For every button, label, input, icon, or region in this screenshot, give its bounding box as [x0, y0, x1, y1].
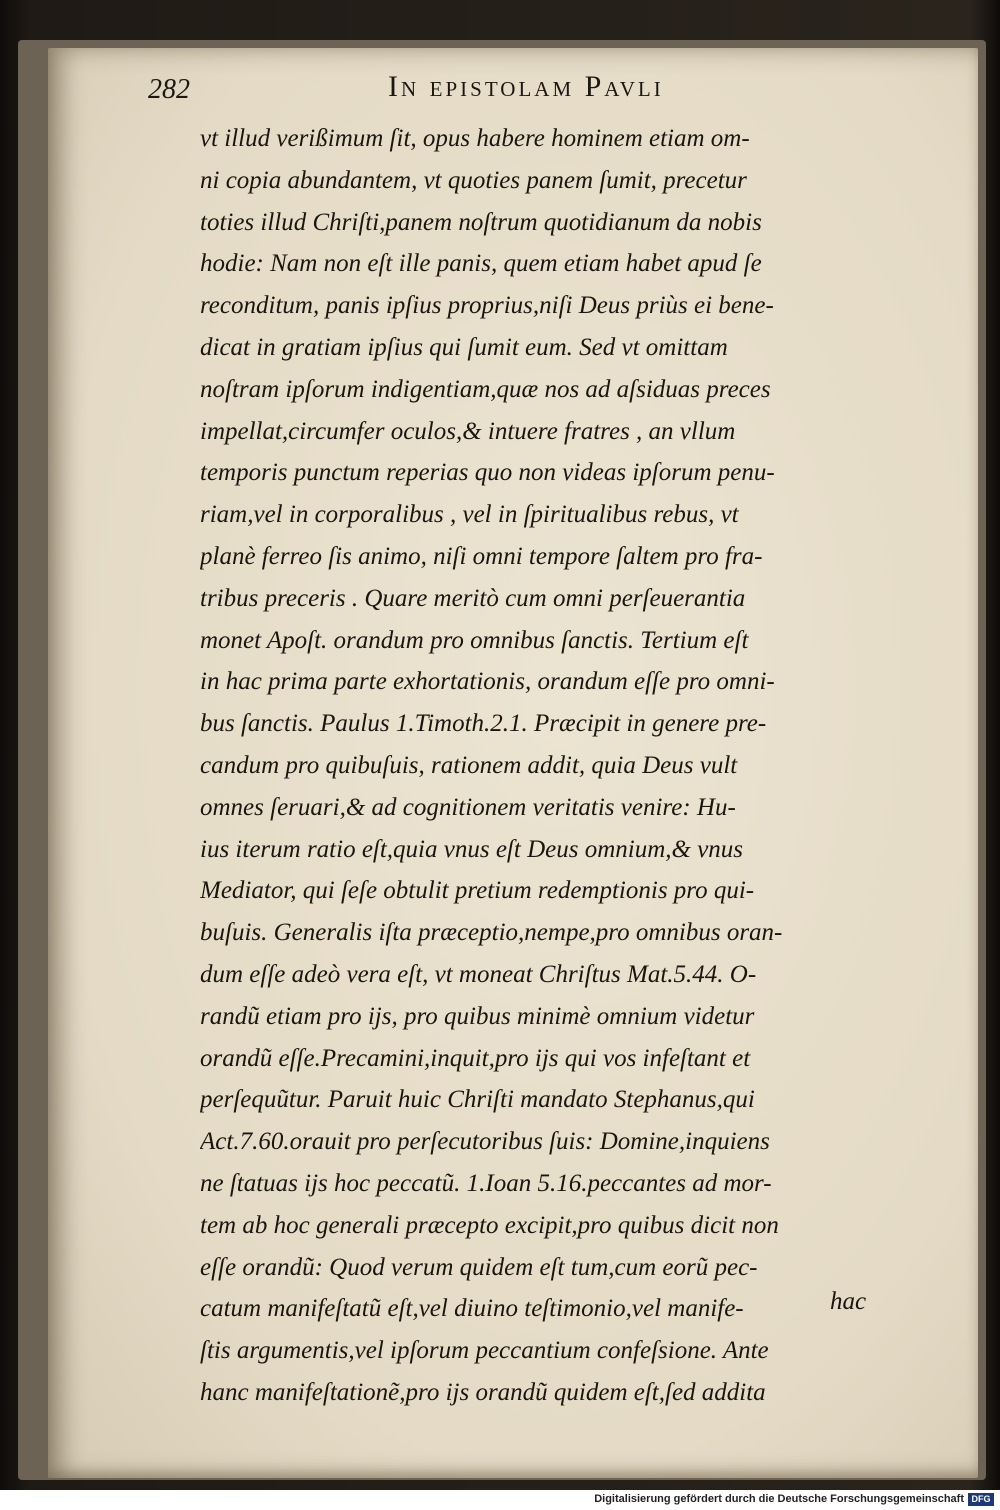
text-line: catum manifeſtatũ eſt,vel diuino teſtimonio,vel manife-	[200, 1295, 744, 1323]
text-line: noſtram ipſorum indigentiam,quæ nos ad aſsiduas preces	[200, 375, 771, 403]
text-line: ius iterum ratio eſt,quia vnus eſt Deus omnium,& vnus	[200, 835, 744, 863]
text-line: buſuis. Generalis iſta præceptio,nempe,pro omnibus oran-	[200, 919, 783, 947]
text-line: tribus preceris . Quare meritò cum omni perſeuerantia	[200, 584, 746, 612]
text-line: impellat,circumfer oculos,& intuere fratres , an vllum	[200, 417, 736, 445]
text-line: temporis punctum reperias quo non videas ipſorum penu-	[200, 459, 775, 487]
page-number: 282	[148, 74, 190, 105]
text-line: in hac prima parte exhortationis, orandum eſſe pro omni-	[200, 668, 775, 696]
text-line: orandũ eſſe.Precamini,inquit,pro ijs qui vos infeſtant et	[200, 1044, 751, 1072]
text-line: toties illud Chriſti,panem noſtrum quotidianum da nobis	[200, 208, 762, 236]
text-line: ni copia abundantem, vt quoties panem ſumit, precetur	[200, 166, 747, 194]
text-line: eſſe orandũ: Quod verum quidem eſt tum,cum eorũ pec-	[200, 1253, 758, 1281]
catchword: hac	[830, 1288, 867, 1315]
footer-credit: Digitalisierung gefördert durch die Deutsche Forschungsgemeinschaft	[594, 1493, 964, 1505]
text-line: monet Apoſt. orandum pro omnibus ſanctis. Tertium eſt	[200, 626, 749, 654]
text-line: planè ferreo ſis animo, niſi omni tempore ſaltem pro fra-	[200, 542, 763, 570]
page-header	[148, 68, 868, 112]
text-line: randũ etiam pro ijs, pro quibus minimè omnium videtur	[200, 1002, 755, 1030]
text-line: omnes ſeruari,& ad cognitionem veritatis venire: Hu-	[200, 793, 736, 821]
text-line: reconditum, panis ipſius proprius,niſi Deus priùs ei bene-	[200, 292, 774, 320]
text-line: bus ſanctis. Paulus 1.Timoth.2.1. Præcipit in genere pre-	[200, 710, 767, 738]
text-line: Act.7.60.orauit pro perſecutoribus ſuis: Domine,inquiens	[200, 1128, 770, 1156]
text-line: Mediator, qui ſeſe obtulit pretium redemptionis pro qui-	[200, 877, 755, 905]
text-line: vt illud verißimum ſit, opus habere hominem etiam om-	[200, 125, 750, 152]
running-head: In epistolam Pavli	[388, 70, 664, 103]
text-line: ſtis argumentis,vel ipſorum peccantium confeſsione. Ante	[200, 1337, 769, 1365]
text-line: riam,vel in corporalibus , vel in ſpiritualibus rebus, vt	[200, 501, 739, 529]
dfg-logo: DFG	[968, 1493, 994, 1506]
text-block	[200, 118, 890, 1414]
text-line: tem ab hoc generali præcepto excipit,pro quibus dicit non	[200, 1211, 779, 1239]
digitization-footer	[0, 1490, 1000, 1510]
text-line: dum eſſe adeò vera eſt, vt moneat Chriſtus Mat.5.44. O-	[200, 960, 757, 988]
text-line: candum pro quibuſuis, rationem addit, quia Deus vult	[200, 751, 738, 779]
text-line: dicat in gratiam ipſius qui ſumit eum. Sed vt omittam	[200, 333, 728, 361]
text-line: hodie: Nam non eſt ille panis, quem etiam habet apud ſe	[200, 250, 762, 278]
text-line: ne ſtatuas ijs hoc peccatũ. 1.Ioan 5.16.peccantes ad mor-	[200, 1169, 772, 1197]
text-line: perſequũtur. Paruit huic Chriſti mandato Stephanus,qui	[200, 1086, 755, 1114]
text-line: hanc manifeſtationẽ,pro ijs orandũ quidem eſt,ſed addita	[200, 1378, 766, 1406]
